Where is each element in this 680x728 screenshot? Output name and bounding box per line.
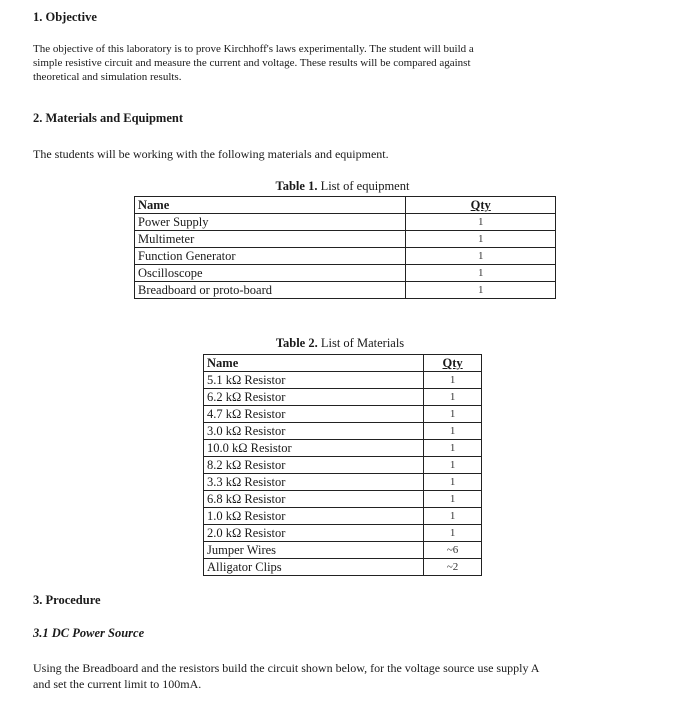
cell-name: 3.3 kΩ Resistor bbox=[204, 474, 424, 491]
cell-qty: 1 bbox=[424, 508, 482, 525]
table-row bbox=[135, 214, 556, 231]
cell-name: Function Generator bbox=[135, 248, 406, 265]
table-1-caption-text: List of equipment bbox=[317, 179, 410, 193]
cell-name: 8.2 kΩ Resistor bbox=[204, 457, 424, 474]
cell-qty: 1 bbox=[406, 231, 556, 248]
cell-name: 1.0 kΩ Resistor bbox=[204, 508, 424, 525]
cell-name: 3.0 kΩ Resistor bbox=[204, 423, 424, 440]
table-2-caption-label: Table 2. bbox=[275, 336, 318, 350]
cell-qty: 1 bbox=[424, 491, 482, 508]
table-row bbox=[204, 423, 482, 440]
table-row bbox=[135, 197, 556, 214]
cell-qty: 1 bbox=[424, 406, 482, 423]
cell-qty: 1 bbox=[424, 372, 482, 389]
table-row bbox=[204, 355, 482, 372]
cell-qty: 1 bbox=[424, 525, 482, 542]
objective-line-3: theoretical and simulation results. bbox=[33, 71, 182, 83]
cell-name: 6.8 kΩ Resistor bbox=[204, 491, 424, 508]
cell-name: Oscilloscope bbox=[135, 265, 406, 282]
cell-qty: ~6 bbox=[424, 542, 482, 559]
cell-name: Multimeter bbox=[135, 231, 406, 248]
cell-qty: 1 bbox=[424, 389, 482, 406]
cell-name: 5.1 kΩ Resistor bbox=[204, 372, 424, 389]
column-header-name: Name bbox=[135, 197, 406, 214]
table-row bbox=[204, 457, 482, 474]
cell-qty: 1 bbox=[406, 248, 556, 265]
table-row bbox=[204, 406, 482, 423]
cell-name: Breadboard or proto-board bbox=[135, 282, 406, 299]
table-row bbox=[204, 389, 482, 406]
section-3-heading: 3. Procedure bbox=[33, 593, 101, 607]
table-row bbox=[204, 491, 482, 508]
table-row bbox=[135, 248, 556, 265]
cell-name: 2.0 kΩ Resistor bbox=[204, 525, 424, 542]
section-1-body bbox=[33, 42, 653, 84]
table-row bbox=[135, 231, 556, 248]
cell-qty: 1 bbox=[424, 440, 482, 457]
table-row bbox=[204, 525, 482, 542]
column-header-qty: Qty bbox=[424, 355, 482, 372]
materials-table bbox=[203, 354, 482, 576]
section-3-body bbox=[33, 660, 673, 692]
table-row bbox=[204, 542, 482, 559]
cell-name: 10.0 kΩ Resistor bbox=[204, 440, 424, 457]
column-header-name: Name bbox=[204, 355, 424, 372]
cell-qty: 1 bbox=[424, 457, 482, 474]
cell-qty: 1 bbox=[406, 214, 556, 231]
table-1-caption bbox=[130, 179, 555, 194]
table-2-caption-text: List of Materials bbox=[317, 336, 405, 350]
equipment-table bbox=[134, 196, 556, 299]
table-row bbox=[204, 372, 482, 389]
table-row bbox=[204, 474, 482, 491]
cell-qty: ~2 bbox=[424, 559, 482, 576]
table-row bbox=[135, 265, 556, 282]
cell-name: Power Supply bbox=[135, 214, 406, 231]
section-3-1-subheading: 3.1 DC Power Source bbox=[33, 626, 145, 640]
table-row bbox=[135, 282, 556, 299]
table-2-caption bbox=[200, 336, 480, 351]
column-header-qty: Qty bbox=[406, 197, 556, 214]
section-2-heading: 2. Materials and Equipment bbox=[33, 111, 184, 125]
cell-qty: 1 bbox=[406, 265, 556, 282]
table-row bbox=[204, 559, 482, 576]
section-2-intro: The students will be working with the following materials and equipment. bbox=[33, 147, 389, 161]
objective-line-2: simple resistive circuit and measure the current and voltage. These results will be compared against bbox=[33, 57, 471, 69]
cell-qty: 1 bbox=[406, 282, 556, 299]
cell-name: Alligator Clips bbox=[204, 559, 424, 576]
cell-name: 6.2 kΩ Resistor bbox=[204, 389, 424, 406]
objective-line-1: The objective of this laboratory is to prove Kirchhoff's laws experimentally. The student will build a bbox=[33, 43, 474, 55]
cell-name: Jumper Wires bbox=[204, 542, 424, 559]
cell-qty: 1 bbox=[424, 474, 482, 491]
procedure-line-1: Using the Breadboard and the resistors build the circuit shown below, for the voltage source use supply A bbox=[33, 661, 540, 675]
procedure-line-2: and set the current limit to 100mA. bbox=[33, 677, 202, 691]
cell-name: 4.7 kΩ Resistor bbox=[204, 406, 424, 423]
section-1-heading: 1. Objective bbox=[33, 10, 97, 24]
table-1-caption-label: Table 1. bbox=[275, 179, 318, 193]
table-row bbox=[204, 440, 482, 457]
table-row bbox=[204, 508, 482, 525]
cell-qty: 1 bbox=[424, 423, 482, 440]
